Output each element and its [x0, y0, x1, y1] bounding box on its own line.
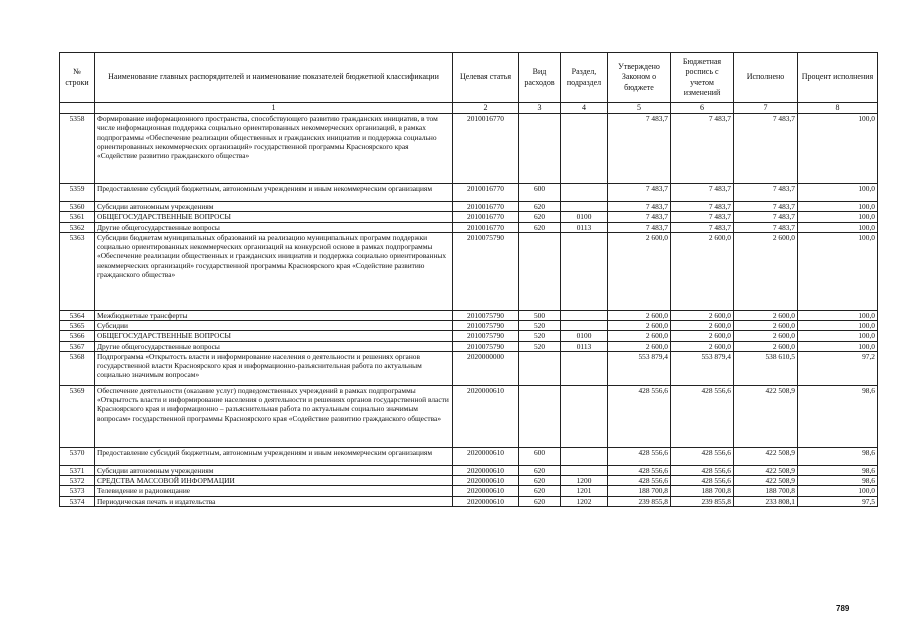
row-expense-type: 520 [519, 341, 561, 351]
table-row [60, 486, 878, 496]
row-budget-list: 428 556,6 [671, 476, 734, 486]
row-section: 0100 [561, 331, 608, 341]
row-approved: 188 700,8 [608, 486, 671, 496]
row-name: Обеспечение деятельности (оказание услуг) подведомственных учреждений в рамках подпрограммы «Открытость власти и информирование населения о деятельности и решениях органов государственной власти Красноярского края и информационно – разъяснительная работа по актуальным социально значимым вопросам» государственной программы Красноярского края «Содействие развитию гражданского общества» [95, 385, 453, 447]
row-name: Другие общегосударственные вопросы [95, 341, 453, 351]
row-percent: 100,0 [798, 321, 878, 331]
row-budget-list: 7 483,7 [671, 202, 734, 212]
row-budget-list: 2 600,0 [671, 310, 734, 320]
row-number: 5371 [60, 465, 95, 475]
row-number: 5361 [60, 212, 95, 222]
row-target: 2010075790 [453, 341, 519, 351]
row-section [561, 114, 608, 184]
header-section: Раздел, подраздел [561, 53, 608, 103]
column-number-row [60, 103, 878, 114]
row-name: Предоставление субсидий бюджетным, автономным учреждениям и иным некоммерческим организациям [95, 184, 453, 202]
header-name: Наименование главных распорядителей и наименование показателей бюджетной классификации [95, 53, 453, 103]
row-number: 5363 [60, 232, 95, 310]
budget-execution-table [59, 52, 878, 507]
table-row [60, 447, 878, 465]
row-number: 5373 [60, 486, 95, 496]
row-target: 2010016770 [453, 222, 519, 232]
header-executed: Исполнено [734, 53, 798, 103]
header-target: Целевая статья [453, 53, 519, 103]
row-target: 2010075790 [453, 232, 519, 310]
row-target: 2020000610 [453, 496, 519, 506]
row-executed: 422 508,9 [734, 447, 798, 465]
row-section: 0113 [561, 341, 608, 351]
column-number: 1 [95, 103, 453, 114]
row-approved: 7 483,7 [608, 114, 671, 184]
row-expense-type [519, 351, 561, 385]
row-executed: 2 600,0 [734, 232, 798, 310]
row-section: 1201 [561, 486, 608, 496]
table-row [60, 476, 878, 486]
row-percent: 100,0 [798, 202, 878, 212]
table-row [60, 496, 878, 506]
row-budget-list: 428 556,6 [671, 447, 734, 465]
row-executed: 2 600,0 [734, 321, 798, 331]
column-number: 4 [561, 103, 608, 114]
row-executed: 422 508,9 [734, 465, 798, 475]
row-executed: 7 483,7 [734, 212, 798, 222]
row-approved: 2 600,0 [608, 331, 671, 341]
header-row [60, 53, 878, 103]
row-executed: 7 483,7 [734, 222, 798, 232]
row-approved: 7 483,7 [608, 202, 671, 212]
row-percent: 100,0 [798, 486, 878, 496]
column-number: 7 [734, 103, 798, 114]
table-row [60, 321, 878, 331]
row-budget-list: 2 600,0 [671, 321, 734, 331]
row-approved: 7 483,7 [608, 222, 671, 232]
row-section [561, 351, 608, 385]
row-section: 0100 [561, 212, 608, 222]
row-number: 5368 [60, 351, 95, 385]
table-row [60, 310, 878, 320]
row-percent: 100,0 [798, 212, 878, 222]
row-name: ОБЩЕГОСУДАРСТВЕННЫЕ ВОПРОСЫ [95, 212, 453, 222]
row-budget-list: 7 483,7 [671, 184, 734, 202]
header-row-no: № строки [60, 53, 95, 103]
row-name: ОБЩЕГОСУДАРСТВЕННЫЕ ВОПРОСЫ [95, 331, 453, 341]
row-budget-list: 7 483,7 [671, 212, 734, 222]
row-executed: 7 483,7 [734, 114, 798, 184]
row-number: 5360 [60, 202, 95, 212]
table-row [60, 114, 878, 184]
row-percent: 100,0 [798, 341, 878, 351]
row-expense-type: 520 [519, 321, 561, 331]
row-approved: 7 483,7 [608, 184, 671, 202]
row-executed: 2 600,0 [734, 341, 798, 351]
column-number: 3 [519, 103, 561, 114]
header-expense-type: Вид расходов [519, 53, 561, 103]
column-number: 8 [798, 103, 878, 114]
table-row [60, 222, 878, 232]
table-row [60, 202, 878, 212]
column-number: 6 [671, 103, 734, 114]
row-target: 2010075790 [453, 331, 519, 341]
row-budget-list: 239 855,8 [671, 496, 734, 506]
table-row [60, 232, 878, 310]
row-name: Субсидии [95, 321, 453, 331]
row-percent: 100,0 [798, 232, 878, 310]
row-section: 0113 [561, 222, 608, 232]
row-number: 5364 [60, 310, 95, 320]
table-row [60, 331, 878, 341]
row-percent: 98,6 [798, 447, 878, 465]
row-expense-type: 620 [519, 222, 561, 232]
row-approved: 239 855,8 [608, 496, 671, 506]
row-budget-list: 2 600,0 [671, 341, 734, 351]
row-target: 2010016770 [453, 114, 519, 184]
row-expense-type [519, 232, 561, 310]
page-number: 789 [836, 604, 850, 613]
row-section [561, 202, 608, 212]
row-number: 5374 [60, 496, 95, 506]
row-name: Субсидии бюджетам муниципальных образований на реализацию муниципальных программ поддержки социально ориентированных некоммерческих организаций на конкурсной основе в рамках подпрограммы «Обеспечение реализации общественных и гражданских инициатив и поддержка социально ориентированных некоммерческих организаций» государственной программы Красноярского края «Содействие развитию гражданского общества» [95, 232, 453, 310]
row-name: СРЕДСТВА МАССОВОЙ ИНФОРМАЦИИ [95, 476, 453, 486]
row-target: 2020000610 [453, 476, 519, 486]
row-number: 5359 [60, 184, 95, 202]
row-expense-type: 620 [519, 212, 561, 222]
row-budget-list: 428 556,6 [671, 385, 734, 447]
row-number: 5369 [60, 385, 95, 447]
row-section [561, 465, 608, 475]
row-number: 5367 [60, 341, 95, 351]
row-section: 1202 [561, 496, 608, 506]
row-target: 2020000610 [453, 465, 519, 475]
table-row [60, 465, 878, 475]
row-target: 2020000000 [453, 351, 519, 385]
row-section [561, 184, 608, 202]
row-executed: 233 808,1 [734, 496, 798, 506]
row-target: 2020000610 [453, 486, 519, 496]
row-expense-type: 620 [519, 465, 561, 475]
row-approved: 553 879,4 [608, 351, 671, 385]
row-approved: 2 600,0 [608, 232, 671, 310]
row-executed: 422 508,9 [734, 476, 798, 486]
row-name: Субсидии автономным учреждениям [95, 465, 453, 475]
row-expense-type: 520 [519, 331, 561, 341]
row-name: Телевидение и радиовещание [95, 486, 453, 496]
row-budget-list: 2 600,0 [671, 232, 734, 310]
row-name: Субсидии автономным учреждениям [95, 202, 453, 212]
row-percent: 98,6 [798, 385, 878, 447]
row-expense-type: 500 [519, 310, 561, 320]
table-row [60, 184, 878, 202]
row-target: 2020000610 [453, 447, 519, 465]
row-percent: 100,0 [798, 114, 878, 184]
row-target: 2010075790 [453, 310, 519, 320]
row-approved: 428 556,6 [608, 476, 671, 486]
row-number: 5358 [60, 114, 95, 184]
row-approved: 2 600,0 [608, 321, 671, 331]
row-number: 5370 [60, 447, 95, 465]
row-number: 5366 [60, 331, 95, 341]
row-executed: 7 483,7 [734, 202, 798, 212]
row-target: 2020000610 [453, 385, 519, 447]
row-expense-type: 600 [519, 447, 561, 465]
row-budget-list: 188 700,8 [671, 486, 734, 496]
row-budget-list: 7 483,7 [671, 114, 734, 184]
table-row [60, 385, 878, 447]
row-percent: 100,0 [798, 331, 878, 341]
row-executed: 188 700,8 [734, 486, 798, 496]
row-name: Периодическая печать и издательства [95, 496, 453, 506]
column-number: 2 [453, 103, 519, 114]
row-section: 1200 [561, 476, 608, 486]
row-name: Формирование информационного пространства, способствующего развитию гражданских инициатив, в том числе информационная поддержка социально ориентированных некоммерческих организаций, в рамках подпрограммы «Обеспечение реализации общественных и гражданских инициатив и поддержка социально ориентированных некоммерческих организаций» государственной программы Красноярского края «Содействие развитию гражданского общества» [95, 114, 453, 184]
header-percent: Процент исполнения [798, 53, 878, 103]
row-executed: 2 600,0 [734, 310, 798, 320]
row-executed: 538 610,5 [734, 351, 798, 385]
table-row [60, 351, 878, 385]
row-name: Предоставление субсидий бюджетным, автономным учреждениям и иным некоммерческим организациям [95, 447, 453, 465]
row-expense-type: 620 [519, 486, 561, 496]
row-section [561, 385, 608, 447]
row-percent: 100,0 [798, 310, 878, 320]
row-percent: 98,6 [798, 465, 878, 475]
row-percent: 100,0 [798, 222, 878, 232]
row-approved: 2 600,0 [608, 310, 671, 320]
row-approved: 2 600,0 [608, 341, 671, 351]
row-number: 5372 [60, 476, 95, 486]
row-number: 5365 [60, 321, 95, 331]
row-percent: 100,0 [798, 184, 878, 202]
row-budget-list: 553 879,4 [671, 351, 734, 385]
row-expense-type: 620 [519, 496, 561, 506]
row-expense-type: 620 [519, 202, 561, 212]
row-executed: 2 600,0 [734, 331, 798, 341]
row-percent: 97,5 [798, 496, 878, 506]
row-target: 2010016770 [453, 202, 519, 212]
row-name: Другие общегосударственные вопросы [95, 222, 453, 232]
row-expense-type [519, 385, 561, 447]
row-budget-list: 7 483,7 [671, 222, 734, 232]
row-number: 5362 [60, 222, 95, 232]
row-approved: 428 556,6 [608, 447, 671, 465]
header-approved: Утверждено Законом о бюджете [608, 53, 671, 103]
row-name: Межбюджетные трансферты [95, 310, 453, 320]
row-approved: 428 556,6 [608, 385, 671, 447]
row-target: 2010016770 [453, 184, 519, 202]
column-number: 5 [608, 103, 671, 114]
row-approved: 428 556,6 [608, 465, 671, 475]
row-budget-list: 428 556,6 [671, 465, 734, 475]
row-expense-type: 620 [519, 476, 561, 486]
table-row [60, 212, 878, 222]
row-section [561, 232, 608, 310]
row-executed: 7 483,7 [734, 184, 798, 202]
header-budget-list: Бюджетная роспись с учетом изменений [671, 53, 734, 103]
row-target: 2010075790 [453, 321, 519, 331]
row-percent: 98,6 [798, 476, 878, 486]
row-percent: 97,2 [798, 351, 878, 385]
row-target: 2010016770 [453, 212, 519, 222]
column-number [60, 103, 95, 114]
table-row [60, 341, 878, 351]
row-section [561, 321, 608, 331]
row-approved: 7 483,7 [608, 212, 671, 222]
row-budget-list: 2 600,0 [671, 331, 734, 341]
row-section [561, 447, 608, 465]
row-name: Подпрограмма «Открытость власти и информирование населения о деятельности и решениях органов государственной власти Красноярского края и информационно-разъяснительная работа по актуальным социально значимым вопросам» [95, 351, 453, 385]
row-expense-type [519, 114, 561, 184]
row-executed: 422 508,9 [734, 385, 798, 447]
row-expense-type: 600 [519, 184, 561, 202]
row-section [561, 310, 608, 320]
